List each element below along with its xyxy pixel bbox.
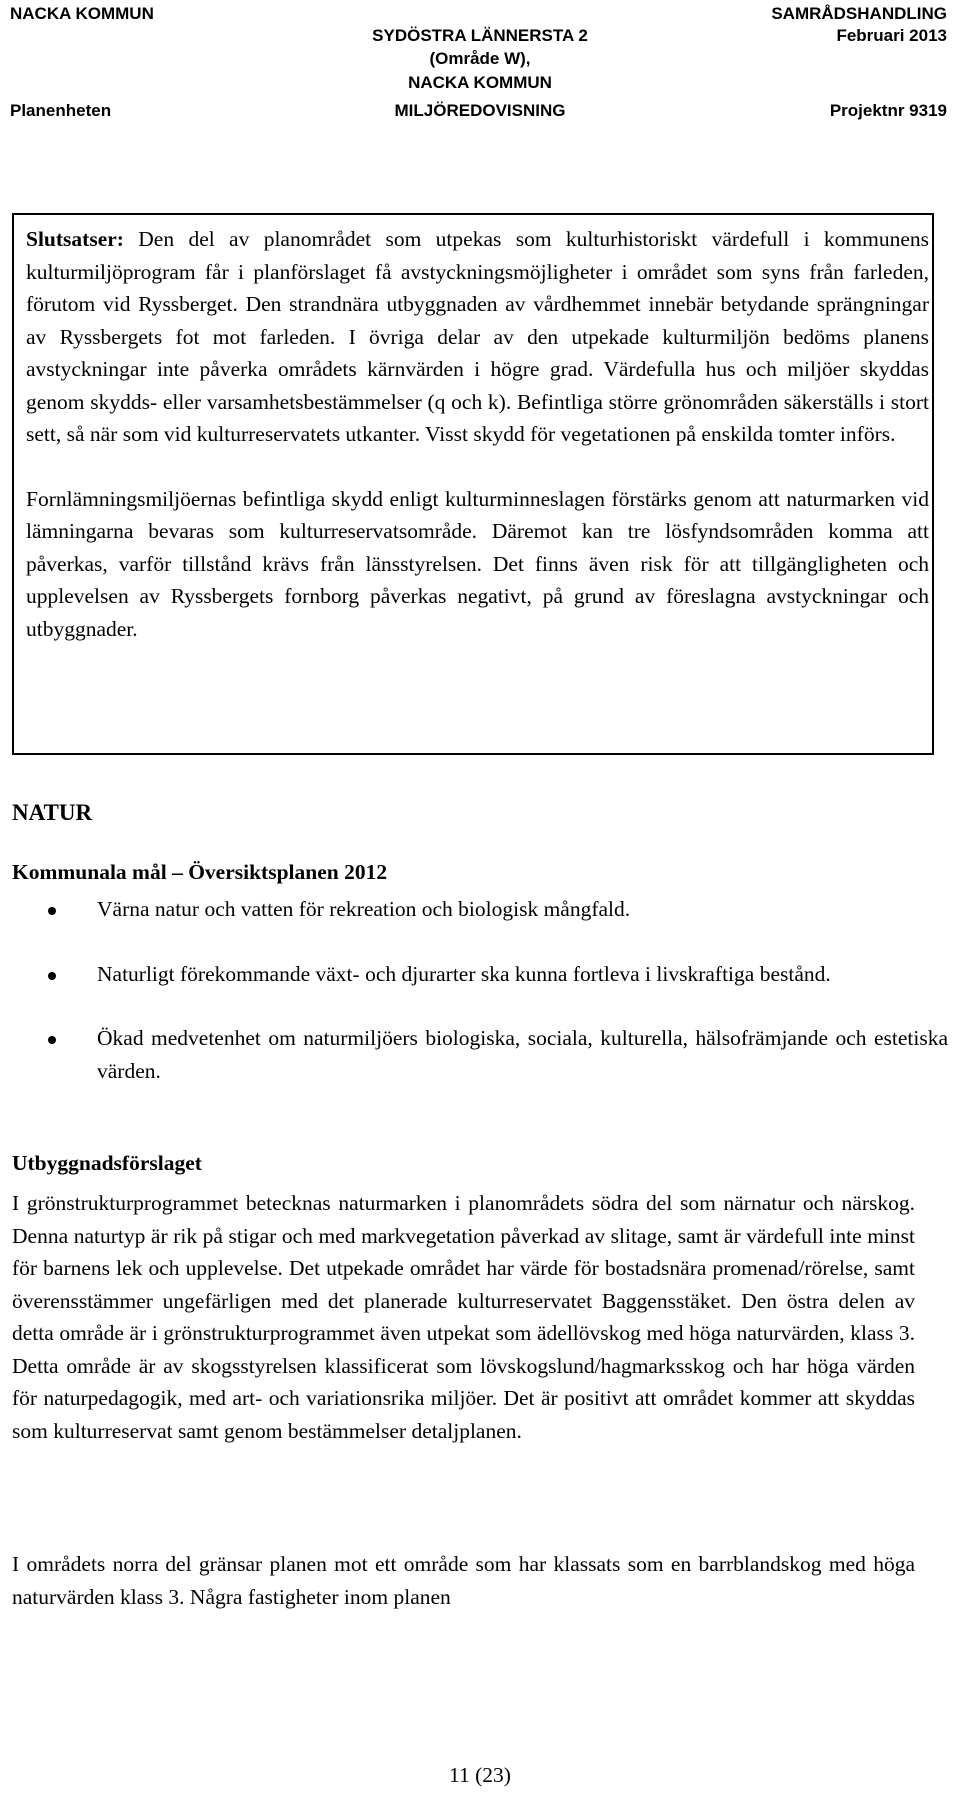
- proposal-paragraph: I grönstrukturprogrammet betecknas naturmarken i planområdets södra del som närnatur och närskog. Denna naturtyp är rik på stigar och med markvegetation påverkad av slitage, samt är värdefull inte minst för barnens lek och upplevelse. Det utpekade området har värde för bostadsnära promenad/rörelse, samt överensstämmer ungefärligen med det planerade kulturreservatet Baggensstäket. Den östra delen av detta område är i grönstrukturprogrammet även utpekat som ädellövskog med höga naturvärden, klass 3. Detta område är av skogsstyrelsen klassificerat som lövskogslund/hagmarksskog och har höga värden för naturpedagogik, med art- och variationsrika miljöer. Det är positivt att området kommer att skyddas som kulturreservat samt genom bestämmelser detaljplanen.: [12, 1191, 915, 1443]
- document-date: Februari 2013: [836, 26, 947, 45]
- conclusions-box: [12, 213, 934, 755]
- proposal-heading: Utbyggnadsförslaget: [12, 1151, 202, 1175]
- project-number: Projektnr 9319: [829, 101, 947, 120]
- conclusions-paragraph: [26, 223, 929, 451]
- plan-municipality: NACKA KOMMUN: [408, 73, 552, 92]
- goal-item: Ökad medvetenhet om naturmiljöers biologiska, sociala, kulturella, hälsofrämjande och estetiska värden.: [12, 1022, 948, 1087]
- header-row-4: [0, 73, 960, 103]
- page-number: 11 (23): [449, 1763, 511, 1787]
- goals-list: [12, 893, 948, 1087]
- plan-area: (Område W),: [429, 49, 531, 68]
- conclusions-label: Slutsatser:: [26, 227, 124, 251]
- plan-name: SYDÖSTRA LÄNNERSTA 2: [372, 26, 588, 45]
- org-name: NACKA KOMMUN: [10, 4, 154, 23]
- bullet-icon: [48, 1036, 56, 1044]
- department: Planenheten: [10, 101, 112, 120]
- header-row-5: [0, 101, 960, 131]
- document-status: SAMRÅDSHANDLING: [771, 4, 947, 23]
- bullet-icon: [48, 972, 56, 980]
- goal-item: Värna natur och vatten för rekreation och biologisk mångfald.: [12, 893, 948, 926]
- section-title: NATUR: [12, 800, 93, 825]
- north-paragraph: I områdets norra del gränsar planen mot ett område som har klassats som en barrblandskog med höga naturvärden klass 3. Några fastigheter inom planen: [12, 1552, 915, 1609]
- document-type: MILJÖREDOVISNING: [394, 101, 566, 120]
- conclusions-text: Den del av planområdet som utpekas som kulturhistoriskt värdefull i kommunens kulturmiljöprogram får i planförslaget få avstyckningsmöjligheter i området som syns från farleden, förutom vid Ryssberget. Den strandnära utbyggnaden av vårdhemmet innebär betydande sprängningar av Ryssbergets fot mot farleden. I övriga delar av den utpekade kulturmiljön bedöms planens avstyckningar inte påverka områdets kärnvärden i högre grad. Värdefulla hus och miljöer skyddas genom skydds- eller varsamhetsbestämmelser (q och k). Befintliga större grönområden säkerställs i stort sett, så när som vid kulturreservatets utkanter. Visst skydd för vegetationen på enskilda tomter införs.: [26, 227, 929, 446]
- goal-item: Naturligt förekommande växt- och djurarter ska kunna fortleva i livskraftiga bestånd.: [12, 958, 948, 991]
- goals-heading: Kommunala mål – Översiktsplanen 2012: [12, 860, 388, 884]
- bullet-icon: [48, 907, 56, 915]
- conclusions-paragraph-2: Fornlämningsmiljöernas befintliga skydd enligt kulturminneslagen förstärks genom att naturmarken vid lämningarna bevaras som kulturreservatsområde. Däremot kan tre lösfyndsområden komma att påverkas, varför tillstånd krävs från länsstyrelsen. Det finns även risk för att tillgängligheten och upplevelsen av Ryssbergets fornborg påverkas negativt, på grund av föreslagna avstyckningar och utbyggnader.: [26, 486, 929, 641]
